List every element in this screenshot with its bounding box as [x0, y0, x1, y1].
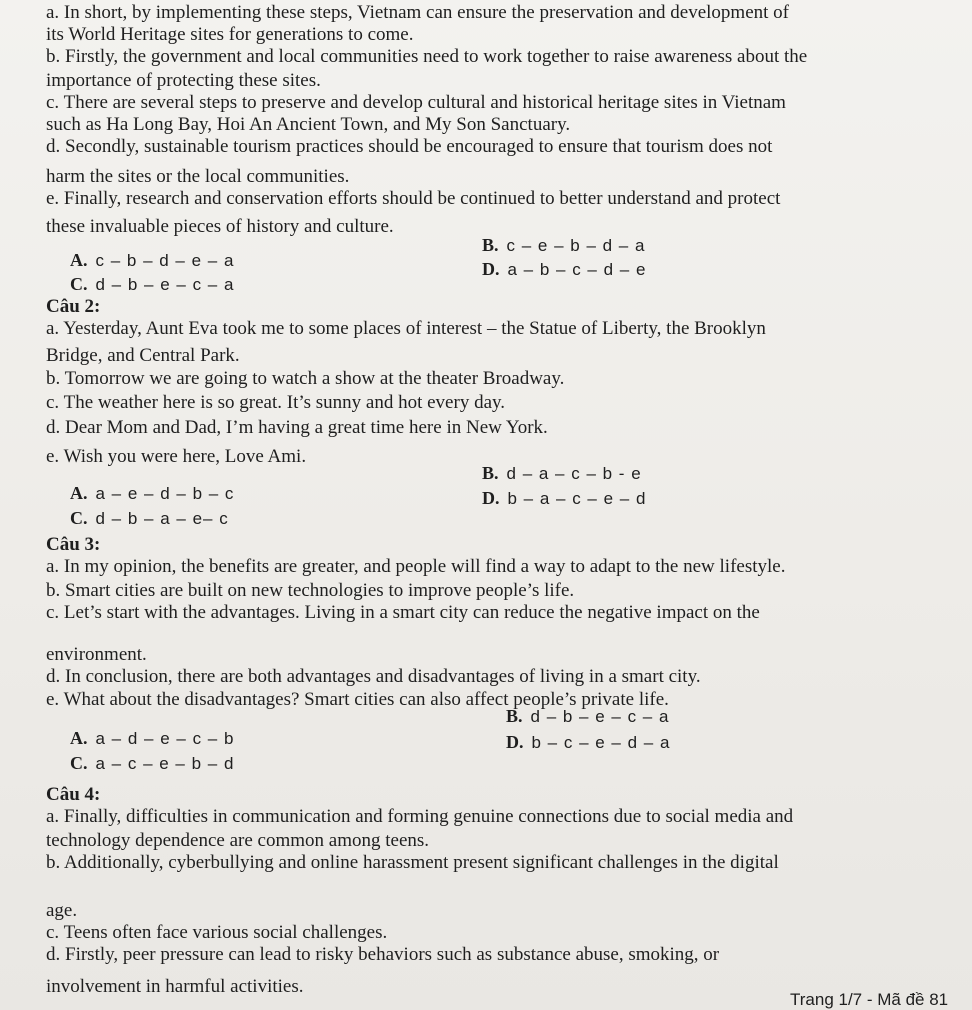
option-label: C. — [70, 508, 88, 528]
q2-title: Câu 2: — [46, 296, 101, 317]
q3-item-a: a. In my opinion, the benefits are greater, and people will find a way to adapt to the new lifestyle. — [46, 556, 786, 577]
option-sequence: c – e – b – d – a — [506, 236, 646, 255]
q4-item-a-line2: technology dependence are common among teens. — [46, 830, 430, 851]
option-sequence: c – b – d – e – a — [95, 251, 235, 270]
option-label: B. — [482, 463, 499, 483]
q1-item-d-line2: harm the sites or the local communities. — [46, 166, 350, 187]
q2-item-b: b. Tomorrow we are going to watch a show at the theater Broadway. — [46, 368, 565, 389]
q1-item-e-line1: e. Finally, research and conservation efforts should be continued to better understand and protect — [46, 188, 781, 209]
page-footer: Trang 1/7 - Mã đề 81 — [790, 990, 949, 1009]
q2-item-e: e. Wish you were here, Love Ami. — [46, 446, 307, 467]
q2-item-d: d. Dear Mom and Dad, I’m having a great time here in New York. — [46, 417, 548, 438]
q3-option-a[interactable] — [70, 727, 234, 750]
option-sequence: d – b – e – c – a — [95, 275, 235, 294]
q2-item-a-line1: a. Yesterday, Aunt Eva took me to some places of interest – the Statue of Liberty, the Brooklyn — [46, 318, 766, 339]
option-label: D. — [482, 488, 500, 508]
q1-item-a-line1: a. In short, by implementing these steps, Vietnam can ensure the preservation and development of — [46, 2, 789, 23]
option-label: C. — [70, 274, 88, 294]
q1-option-d[interactable] — [482, 258, 646, 281]
option-label: B. — [482, 235, 499, 255]
q3-title: Câu 3: — [46, 534, 101, 555]
option-sequence: b – c – e – d – a — [531, 733, 671, 752]
q1-item-d-line1: d. Secondly, sustainable tourism practices should be encouraged to ensure that tourism does not — [46, 136, 773, 157]
q2-item-c: c. The weather here is so great. It’s sunny and hot every day. — [46, 392, 506, 413]
q4-item-a-line1: a. Finally, difficulties in communication and forming genuine connections due to social media and — [46, 806, 794, 827]
q4-item-c: c. Teens often face various social challenges. — [46, 922, 388, 943]
option-label: A. — [70, 728, 88, 748]
q1-option-b[interactable] — [482, 234, 645, 257]
option-sequence: d – a – c – b - e — [506, 464, 642, 483]
q4-item-b-line1: b. Additionally, cyberbullying and online harassment present significant challenges in the digital — [46, 852, 779, 873]
q3-item-e: e. What about the disadvantages? Smart cities can also affect people’s private life. — [46, 689, 669, 710]
q4-item-b-line2: age. — [46, 900, 78, 921]
q2-item-a-line2: Bridge, and Central Park. — [46, 345, 240, 366]
q3-item-c-line2: environment. — [46, 644, 147, 665]
q1-item-a-line2: its World Heritage sites for generations to come. — [46, 24, 414, 45]
option-label: A. — [70, 483, 88, 503]
q1-item-c-line2: such as Ha Long Bay, Hoi An Ancient Town, and My Son Sanctuary. — [46, 114, 571, 135]
option-sequence: d – b – a – e– c — [95, 509, 229, 528]
q4-item-d-line1: d. Firstly, peer pressure can lead to risky behaviors such as substance abuse, smoking, or — [46, 944, 720, 965]
q4-title: Câu 4: — [46, 784, 101, 805]
option-sequence: b – a – c – e – d — [507, 489, 647, 508]
q2-option-d[interactable] — [482, 487, 646, 510]
q1-item-b-line2: importance of protecting these sites. — [46, 70, 321, 91]
q1-item-c-line1: c. There are several steps to preserve and develop cultural and historical heritage sites in Vietnam — [46, 92, 786, 113]
q1-option-c[interactable] — [70, 273, 234, 296]
option-label: D. — [506, 732, 524, 752]
option-label: B. — [506, 706, 523, 726]
q2-option-c[interactable] — [70, 507, 229, 530]
option-sequence: a – c – e – b – d — [95, 754, 235, 773]
q3-option-d[interactable] — [506, 731, 670, 754]
q3-option-c[interactable] — [70, 752, 234, 775]
q3-item-d: d. In conclusion, there are both advantages and disadvantages of living in a smart city. — [46, 666, 701, 687]
option-label: C. — [70, 753, 88, 773]
q4-item-d-line2: involvement in harmful activities. — [46, 976, 304, 997]
option-label: A. — [70, 250, 88, 270]
q1-option-a[interactable] — [70, 249, 234, 272]
option-sequence: a – e – d – b – c — [95, 484, 235, 503]
option-sequence: d – b – e – c – a — [530, 707, 670, 726]
q3-item-b: b. Smart cities are built on new technologies to improve people’s life. — [46, 580, 575, 601]
option-sequence: a – d – e – c – b — [95, 729, 235, 748]
q1-item-b-line1: b. Firstly, the government and local communities need to work together to raise awareness about the — [46, 46, 808, 67]
option-label: D. — [482, 259, 500, 279]
q1-item-e-line2: these invaluable pieces of history and culture. — [46, 216, 394, 237]
q3-option-b[interactable] — [506, 705, 669, 728]
q2-option-b[interactable] — [482, 462, 642, 485]
q2-option-a[interactable] — [70, 482, 234, 505]
option-sequence: a – b – c – d – e — [507, 260, 647, 279]
q3-item-c-line1: c. Let’s start with the advantages. Living in a smart city can reduce the negative impact on the — [46, 602, 760, 623]
